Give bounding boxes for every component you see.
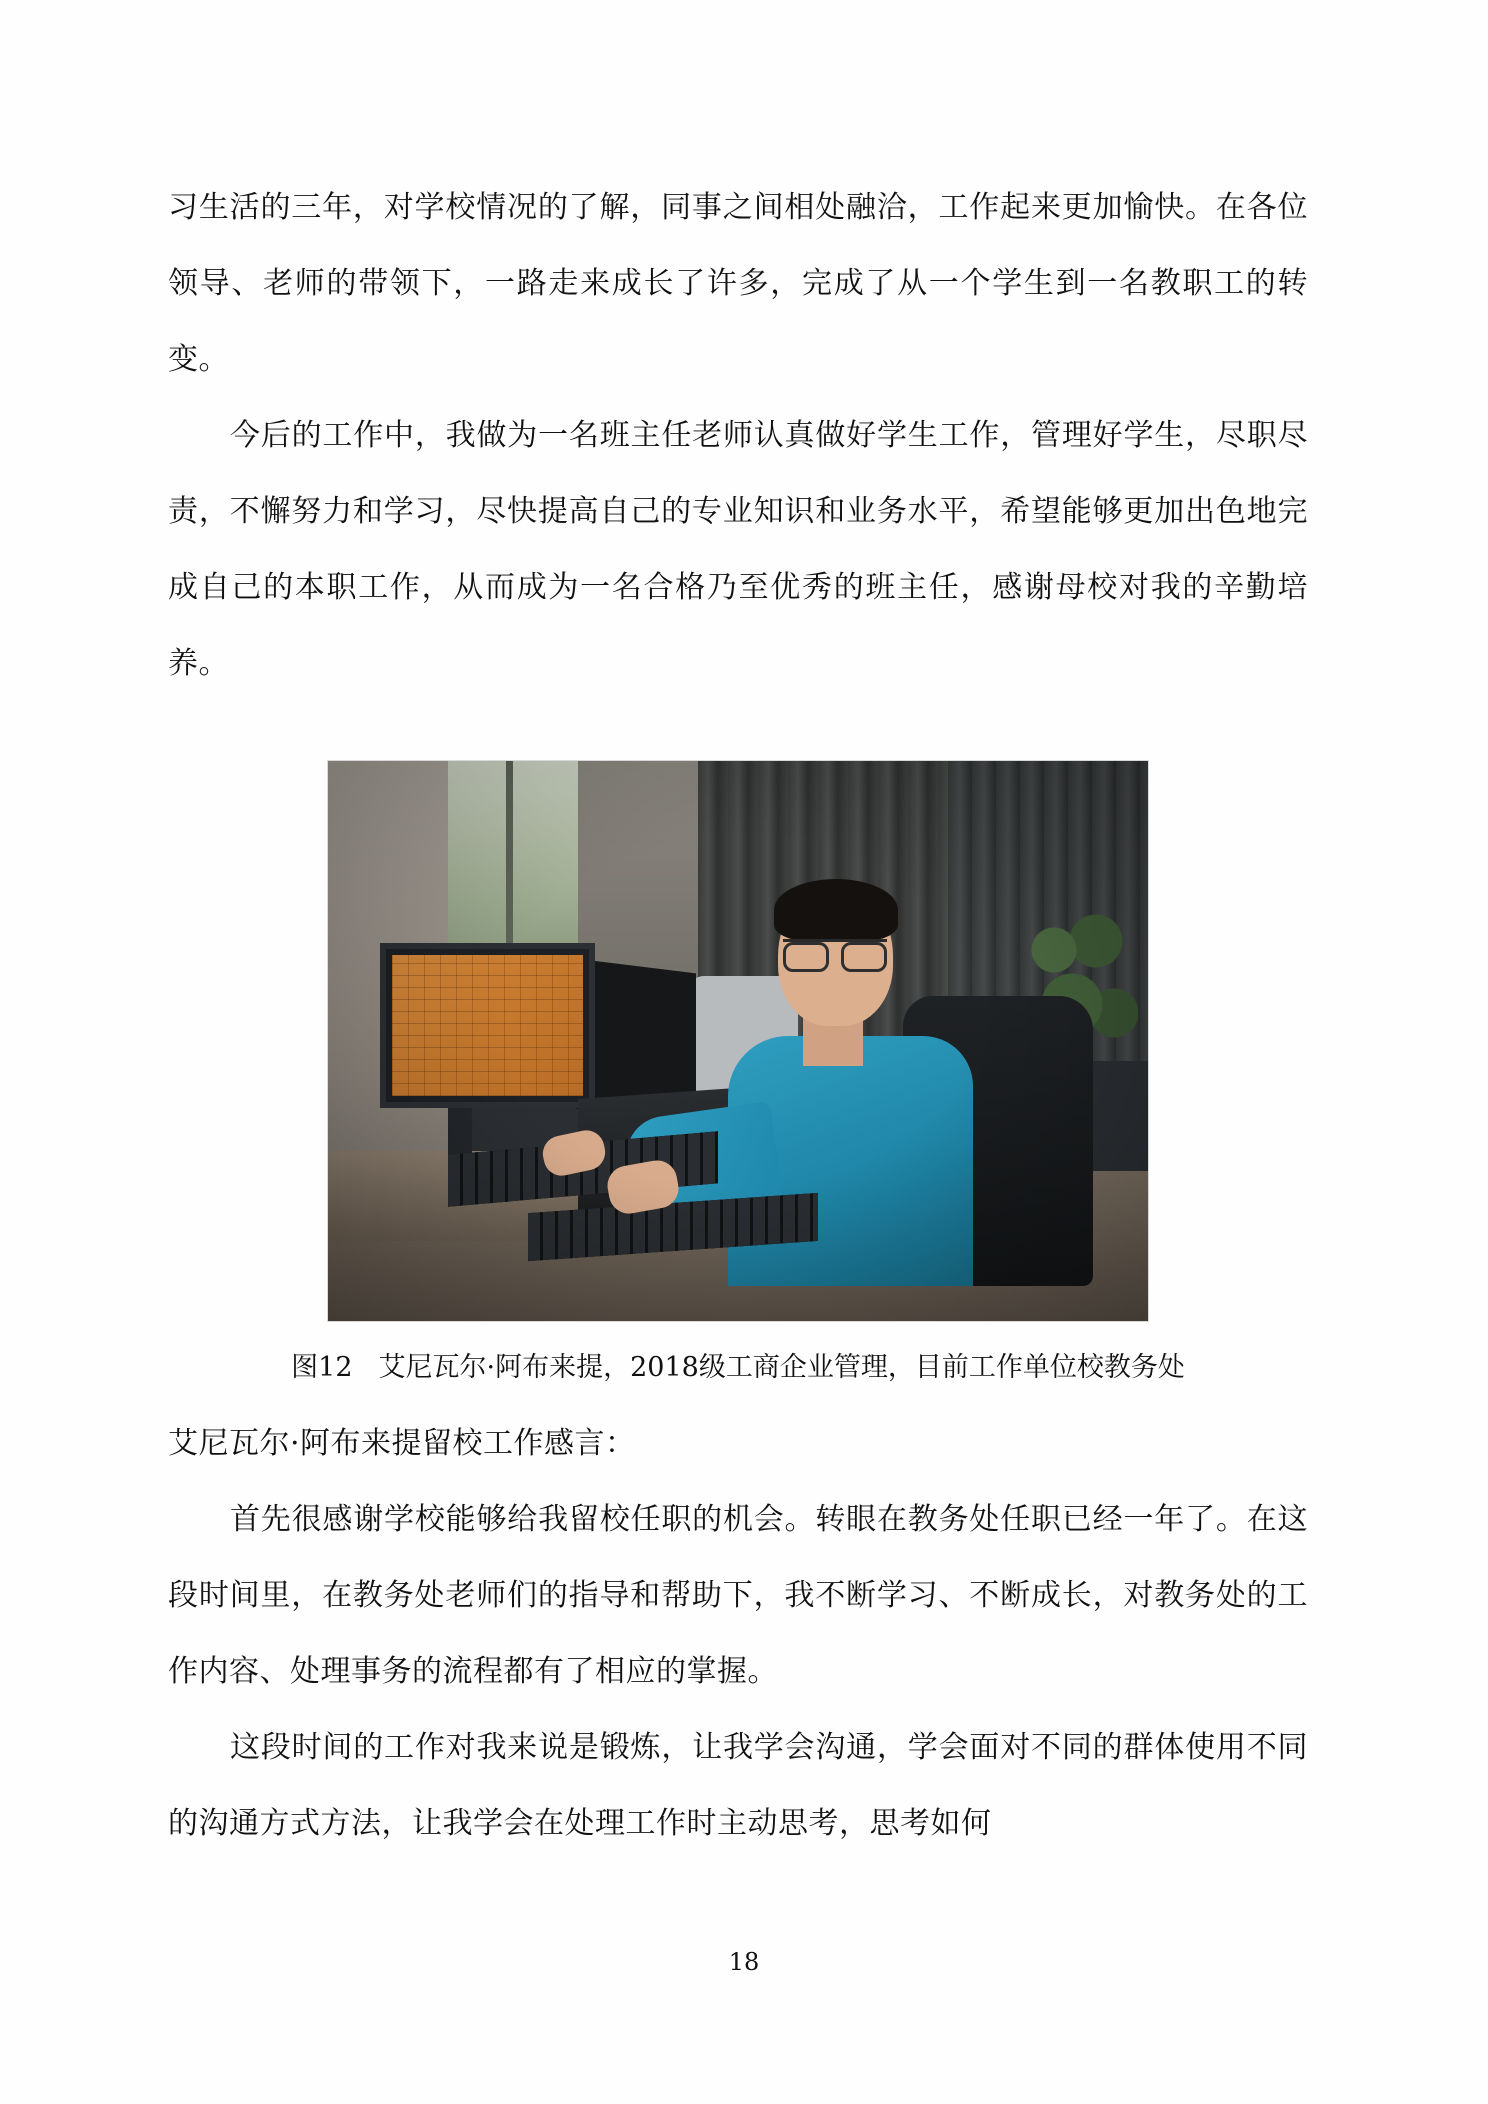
paragraph-5: 这段时间的工作对我来说是锻炼，让我学会沟通，学会面对不同的群体使用不同的沟通方式方法，让我学会在处理工作时主动思考，思考如何	[168, 1730, 1308, 1841]
paragraph-2: 今后的工作中，我做为一名班主任老师认真做好学生工作，管理好学生，尽职尽责，不懈努力和学习，尽快提高自己的专业知识和业务水平，希望能够更加出色地完成自己的本职工作，从而成为一名合格乃至优秀的班主任，感谢母校对我的辛勤培养。	[168, 418, 1308, 681]
figure-photo	[327, 760, 1149, 1322]
figure-caption-label: 图12	[291, 1352, 353, 1383]
page-content	[168, 170, 1308, 1862]
figure-block	[168, 760, 1308, 1322]
paragraph-1: 习生活的三年，对学校情况的了解，同事之间相处融洽，工作起来更加愉快。在各位领导、老师的带领下，一路走来成长了许多，完成了从一个学生到一名教职工的转变。	[168, 190, 1308, 377]
paragraph-4: 首先很感谢学校能够给我留校任职的机会。转眼在教务处任职已经一年了。在这段时间里，在教务处老师们的指导和帮助下，我不断学习、不断成长，对教务处的工作内容、处理事务的流程都有了相应的掌握。	[168, 1502, 1308, 1689]
figure-caption	[168, 1348, 1308, 1388]
photo-vignette	[328, 761, 1148, 1321]
page-number: 18	[728, 1948, 760, 1976]
figure-caption-text: 艾尼瓦尔·阿布来提，2018级工商企业管理，目前工作单位校教务处	[378, 1352, 1185, 1383]
paragraph-3: 艾尼瓦尔·阿布来提留校工作感言：	[168, 1426, 636, 1461]
